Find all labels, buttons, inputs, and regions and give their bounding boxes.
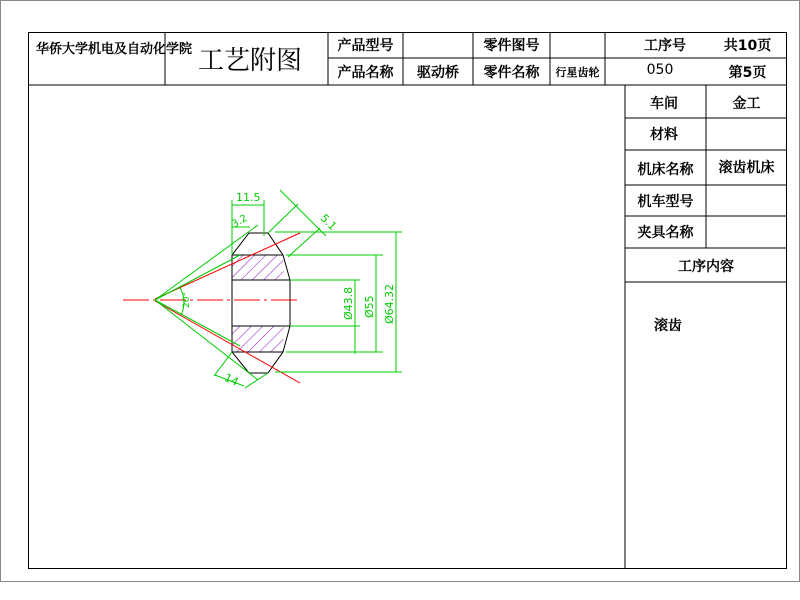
workshop-label: 车间 <box>650 96 678 112</box>
product-name-label: 产品名称 <box>337 64 394 81</box>
fixture-name-label: 夹具名称 <box>637 225 694 241</box>
dim-5-1: 5.1 <box>317 211 340 234</box>
product-model-label: 产品型号 <box>337 38 394 54</box>
school-name: 华侨大学机电及自动化学院 <box>36 41 193 57</box>
page-number: 第5页 <box>728 64 767 81</box>
process-content-label: 工序内容 <box>678 259 734 275</box>
total-pages: 共10页 <box>723 38 772 54</box>
sheet-title: 工艺附图 <box>197 45 302 76</box>
gear-outline <box>232 233 290 373</box>
dim-d43-8: Ø43.8 <box>342 286 355 320</box>
process-content-value: 滚齿 <box>654 318 682 334</box>
process-no-value: 050 <box>646 62 674 78</box>
product-name-value: 驱动桥 <box>417 64 459 81</box>
dim-d55: Ø55 <box>363 295 376 318</box>
dim-angle: 20° <box>182 292 192 308</box>
material-label: 材料 <box>650 127 678 143</box>
part-name-label: 零件名称 <box>483 64 540 81</box>
machine-model-label: 机车型号 <box>637 193 694 210</box>
workshop-value: 金工 <box>732 96 761 112</box>
machine-name-label: 机床名称 <box>637 161 694 178</box>
dim-11-5: 11.5 <box>236 191 261 204</box>
dim-d64-32: Ø64.32 <box>383 283 396 324</box>
part-name-value: 行星齿轮 <box>555 65 600 79</box>
process-no-label: 工序号 <box>644 38 686 54</box>
dim-14: 14 <box>222 371 241 389</box>
part-drawing-no-label: 零件图号 <box>483 38 540 54</box>
machine-name-value: 滚齿机床 <box>718 159 775 176</box>
lower-section-hatch <box>232 326 284 352</box>
dim-3-2: 3.2 <box>230 212 250 231</box>
upper-section-hatch <box>232 255 284 280</box>
